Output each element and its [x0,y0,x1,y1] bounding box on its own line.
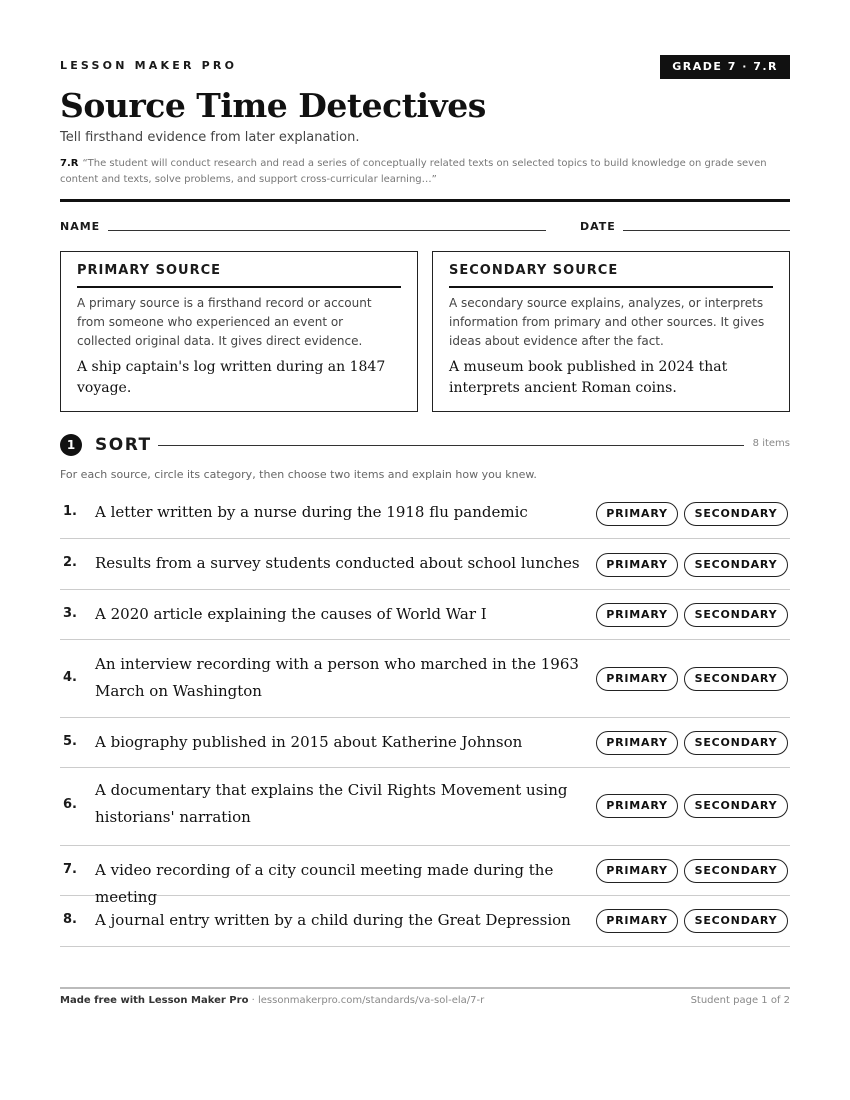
header-divider [60,199,790,202]
secondary-source-heading: SECONDARY SOURCE [449,263,773,288]
list-item [60,896,790,947]
secondary-source-example: A museum book published in 2024 that interprets ancient Roman coins. [449,359,728,396]
item-text: A documentary that explains the Civil Rights Movement using historians' narration [95,781,568,826]
page-subtitle: Tell firsthand evidence from later explanation. [60,130,360,145]
item-text: A letter written by a nurse during the 1918 flu pandemic [95,503,528,521]
item-count: 8 items [752,438,790,449]
primary-choice-button[interactable]: PRIMARY [596,667,678,691]
footer-page-number: Student page 1 of 2 [690,995,790,1006]
grade-badge: GRADE 7 · 7.R [660,55,790,79]
item-text: A biography published in 2015 about Katherine Johnson [95,733,523,751]
primary-source-example: A ship captain's log written during an 1847 voyage. [77,359,386,396]
brand-label: LESSON MAKER PRO [60,59,238,72]
item-number: 6. [63,797,77,812]
primary-source-definition: A primary source is a firsthand record or account from someone who experienced an event or collected original data. It gives direct evidence. [77,296,372,348]
primary-choice-button[interactable]: PRIMARY [596,859,678,883]
secondary-choice-button[interactable]: SECONDARY [684,794,788,818]
secondary-choice-button[interactable]: SECONDARY [684,502,788,526]
secondary-choice-button[interactable]: SECONDARY [684,603,788,627]
primary-choice-button[interactable]: PRIMARY [596,731,678,755]
standard-text: “The student will conduct research and read a series of conceptually related texts on selected topics to build knowledge on grade seven content and texts, solve problems, and support cross-curricular learning…” [60,158,767,185]
primary-source-card [60,251,418,412]
sort-item-list [60,488,790,947]
item-number: 8. [63,912,77,927]
date-label: DATE [580,220,616,233]
list-item [60,640,790,718]
secondary-choice-button[interactable]: SECONDARY [684,667,788,691]
footer-credit [60,995,484,1006]
secondary-choice-button[interactable]: SECONDARY [684,909,788,933]
sort-instructions: For each source, circle its category, then choose two items and explain how you knew. [60,468,537,481]
list-item [60,488,790,539]
standard-code: 7.R [60,158,79,169]
item-text: A video recording of a city council meeting made during the meeting [95,861,554,906]
secondary-source-card [432,251,790,412]
primary-source-heading: PRIMARY SOURCE [77,263,401,288]
secondary-choice-button[interactable]: SECONDARY [684,859,788,883]
list-item [60,768,790,846]
name-field[interactable] [108,230,546,231]
list-item [60,539,790,590]
date-field[interactable] [623,230,790,231]
section-rule [158,445,744,446]
secondary-choice-button[interactable]: SECONDARY [684,731,788,755]
item-text: A 2020 article explaining the causes of World War I [95,605,487,623]
primary-choice-button[interactable]: PRIMARY [596,502,678,526]
item-text: A journal entry written by a child during the Great Depression [95,911,571,929]
list-item [60,590,790,640]
top-bar [60,55,790,79]
item-number: 1. [63,504,77,519]
standard-note [60,156,790,188]
item-number: 4. [63,670,77,685]
secondary-choice-button[interactable]: SECONDARY [684,553,788,577]
primary-choice-button[interactable]: PRIMARY [596,603,678,627]
primary-choice-button[interactable]: PRIMARY [596,553,678,577]
list-item [60,846,790,906]
primary-choice-button[interactable]: PRIMARY [596,794,678,818]
primary-choice-button[interactable]: PRIMARY [596,909,678,933]
item-number: 7. [63,862,77,877]
sort-section-header [60,432,790,458]
page-title: Source Time Detectives [60,86,486,125]
secondary-source-definition: A secondary source explains, analyzes, or interprets information from primary and other sources. It gives ideas about evidence after the fact. [449,296,765,348]
item-text: Results from a survey students conducted about school lunches [95,554,580,572]
footer-made-with: Made free with Lesson Maker Pro [60,995,249,1006]
footer-url: · lessonmakerpro.com/standards/va-sol-ela/7-r [248,995,485,1006]
name-label: NAME [60,220,101,233]
item-number: 2. [63,555,77,570]
footer-divider [60,987,790,989]
item-text: An interview recording with a person who marched in the 1963 March on Washington [95,655,579,700]
section-number-badge: 1 [60,434,82,456]
item-number: 5. [63,734,77,749]
item-number: 3. [63,606,77,621]
section-title: SORT [95,435,152,455]
list-item [60,718,790,768]
name-date-row [60,219,790,235]
